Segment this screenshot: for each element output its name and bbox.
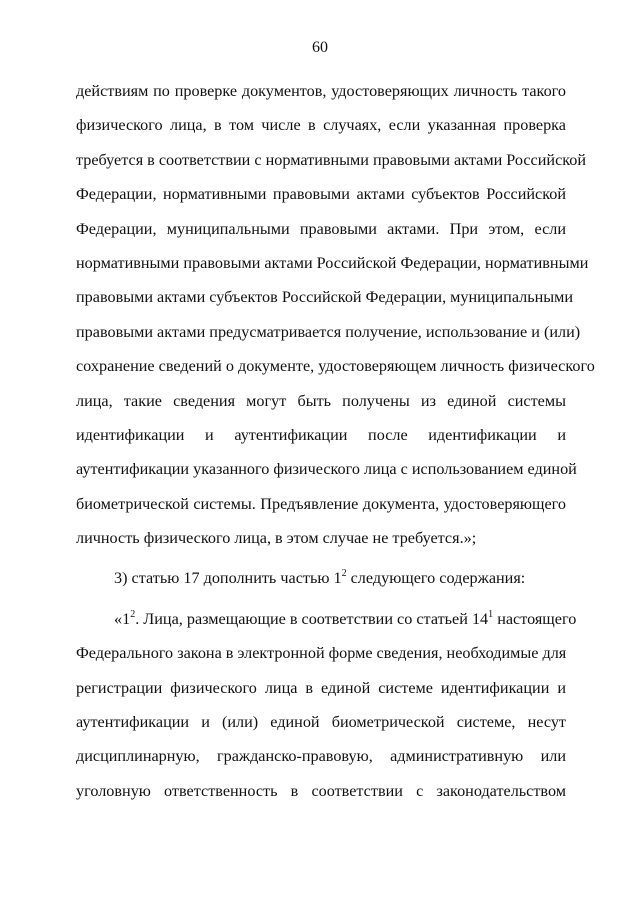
text-line: нормативными правовыми актами Российской Федерации, нормативными: [76, 253, 589, 272]
superscript: 2: [130, 608, 136, 620]
text-line: Федерации, муниципальными правовыми актами. При этом, если: [76, 219, 566, 238]
text-line: действиям по проверке документов, удостоверяющих личность такого: [76, 82, 566, 100]
text-line: правовыми актами субъектов Российской Федерации, муниципальными: [76, 288, 574, 307]
text-line: идентификации и аутентификации после идентификации и: [76, 425, 566, 444]
text-line: регистрации физического лица в единой системе идентификации и: [76, 678, 566, 697]
text-line: личность физического лица, в этом случае не требуется.»;: [76, 529, 477, 548]
text-fragment: . Лица, размещающие в соответствии со статьей 14: [135, 609, 489, 628]
text-line: Федерального закона в электронной форме сведения, необходимые для: [76, 644, 567, 663]
superscript: 1: [488, 608, 494, 620]
text-line: физического лица, в том числе в случаях, если указанная проверка: [76, 116, 566, 135]
paragraph-new-part-first-line: [76, 602, 577, 636]
superscript: 2: [341, 568, 347, 580]
text-line: дисциплинарную, гражданско-правовую, административную или: [76, 747, 566, 766]
paragraph-amendment-point-3: [76, 561, 566, 595]
text-line: лица, такие сведения могут быть получены из единой системы: [76, 391, 566, 410]
text-fragment: «1: [114, 609, 131, 628]
page-number: 60: [312, 39, 328, 56]
paragraph-continuation: [76, 74, 595, 555]
text-line: биометрической системы. Предъявление документа, удостоверяющего: [76, 494, 566, 513]
text-line: требуется в соответствии с нормативными правовыми актами Российской: [76, 150, 587, 169]
amendment-text: 3) статью 17 дополнить частью 1: [114, 569, 342, 588]
text-line: аутентификации и (или) единой биометрической системе, несут: [76, 713, 566, 732]
text-line: сохранение сведений о документе, удостоверяющем личность физического: [76, 357, 595, 376]
text-line: аутентификации указанного физического лица с использованием единой: [76, 460, 577, 479]
amendment-text-end: следующего содержания:: [346, 569, 526, 588]
document-body: [76, 74, 595, 808]
text-fragment: настоящего: [493, 609, 577, 628]
text-line: Федерации, нормативными правовыми актами субъектов Российской: [76, 185, 566, 204]
text-line: уголовную ответственность в соответствии с законодательством: [76, 781, 566, 800]
text-line: правовыми актами предусматривается получение, использование и (или): [76, 322, 581, 341]
paragraph-new-part: [76, 636, 566, 808]
